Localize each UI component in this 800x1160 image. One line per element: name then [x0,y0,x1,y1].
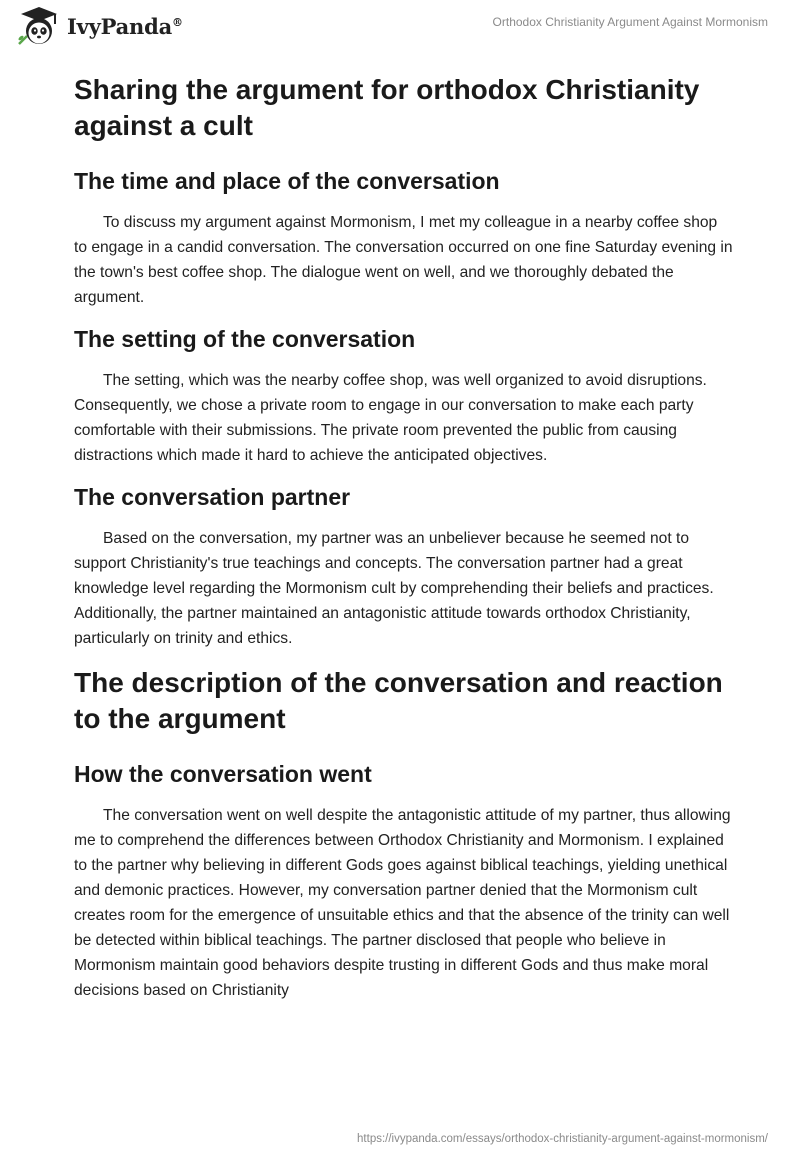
paragraph-partner: Based on the conversation, my partner was an unbeliever because he seemed not to support Christianity's true teachings and concepts. The conversation partner had a great knowledge level regarding the Mormonism cult by comprehending their beliefs and practices. Additionally, the partner maintained an antagonistic attitude towards orthodox Christianity, particularly on trinity and ethics. [74,530,714,647]
logo-wordmark: IvyPanda® [67,13,183,39]
document-running-title: Orthodox Christianity Argument Against Mormonism [492,15,768,29]
paragraph-setting: The setting, which was the nearby coffee shop, was well organized to avoid disruptions. Consequently, we chose a private room to engage in our conversation to make each party comfortable with their submissions. The private room prevented the public from causing distractions which made it hard to achieve the anticipated objectives. [74,372,707,464]
section-title-description: The description of the conversation and reaction to the argument [74,667,723,734]
section-heading-partner: The conversation partner [74,484,351,510]
panda-logo-icon [15,6,61,46]
section-heading-how-it-went: How the conversation went [74,761,372,787]
article-title: Sharing the argument for orthodox Christianity against a cult [74,74,700,141]
paragraph-time-place: To discuss my argument against Mormonism, I met my colleague in a nearby coffee shop to engage in a candid conversation. The conversation occurred on one fine Saturday evening in the town's best coffee shop. The dialogue went on well, and we thoroughly debated the argument. [74,214,733,306]
page-header [0,0,800,60]
ivypanda-logo[interactable] [15,6,183,46]
section-heading-time-place: The time and place of the conversation [74,168,500,194]
section-heading-setting: The setting of the conversation [74,326,416,352]
article-body [74,72,734,1017]
source-url-link[interactable]: https://ivypanda.com/essays/orthodox-christianity-argument-against-mormonism/ [357,1133,768,1145]
paragraph-how-it-went: The conversation went on well despite the antagonistic attitude of my partner, thus allowing me to comprehend the differences between Orthodox Christianity and Mormonism. I explained to the partner why believing in different Gods goes against biblical teachings, yielding unethical and demonic practices. However, my conversation partner denied that the Mormonism cult creates room for the emergence of unsuitable ethics and that the absence of the trinity can well be detected within biblical teachings. The partner disclosed that people who believe in Mormonism maintain good behaviors despite trusting in different Gods and thus make moral decisions based on Christianity [74,807,731,999]
